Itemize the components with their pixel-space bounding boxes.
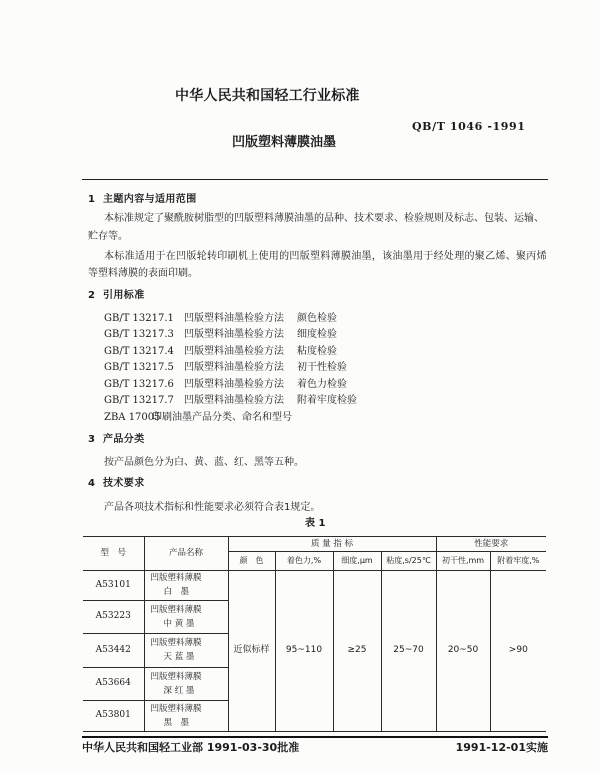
- value-adhesion: >90: [490, 571, 546, 732]
- section-1-paragraph-1-line-2: 贮存等。: [88, 231, 128, 242]
- product-name-line-1: 凹版塑料薄膜: [150, 671, 202, 682]
- section-3-number: 3: [88, 434, 95, 445]
- reference-item: 初干性检验: [297, 362, 347, 373]
- header-viscosity: 粘度,s/25℃: [381, 552, 436, 571]
- reference-method: 凹版塑料油墨检验方法: [184, 346, 284, 357]
- row-product-name: [144, 571, 228, 601]
- footer-divider: [82, 736, 548, 738]
- product-name-line-2: 深 红 墨: [163, 685, 195, 696]
- row-product-name: [144, 601, 228, 634]
- header-tinting-strength: 着色力,%: [275, 552, 333, 571]
- row-model: A53101: [83, 571, 144, 601]
- row-model: A53223: [83, 601, 144, 634]
- row-product-name: [144, 668, 228, 701]
- table-row: [83, 571, 546, 601]
- section-4-heading: 技术要求: [103, 478, 145, 489]
- section-1-number: 1: [88, 194, 95, 205]
- table-header-row: [83, 537, 546, 552]
- table-caption: 表 1: [305, 518, 326, 529]
- section-3-heading: 产品分类: [103, 434, 145, 445]
- section-3-text: 按产品颜色分为白、黄、蓝、红、黑等五种。: [104, 457, 304, 468]
- reference-code: GB/T 13217.7: [104, 395, 174, 406]
- approval-statement: 中华人民共和国轻工业部 1991-03-30批准: [82, 741, 300, 754]
- reference-method: 凹版塑料油墨检验方法: [184, 313, 284, 324]
- spec-table: [83, 536, 546, 732]
- reference-item: 粘度检验: [297, 346, 337, 357]
- value-viscosity: 25~70: [381, 571, 436, 732]
- header-product-name: 产品名称: [144, 537, 228, 571]
- reference-method: 凹版塑料油墨检验方法: [184, 395, 284, 406]
- header-color: 颜 色: [228, 552, 275, 571]
- reference-item: 颜色检验: [297, 313, 337, 324]
- row-product-name: [144, 634, 228, 668]
- product-name-line-2: 中 黄 墨: [163, 618, 195, 629]
- effective-date: 1991-12-01实施: [455, 741, 548, 754]
- product-name-line-1: 凹版塑料薄膜: [150, 604, 202, 615]
- document-title: 凹版塑料薄膜油墨: [232, 135, 337, 150]
- header-divider: [82, 179, 548, 180]
- section-1-paragraph-2-line-2: 等塑料薄膜的表面印刷。: [88, 268, 198, 279]
- product-name-line-2: 天 蓝 墨: [163, 652, 195, 662]
- reference-item: 附着牢度检验: [297, 395, 357, 406]
- row-product-name: [144, 701, 228, 732]
- reference-item: 着色力检验: [297, 379, 347, 390]
- reference-code: GB/T 13217.3: [104, 329, 174, 340]
- section-1-paragraph-1-line-1: 本标准规定了聚酰胺树脂型的凹版塑料薄膜油墨的品种、技术要求、检验规则及标志、包装、运输、: [104, 213, 544, 224]
- product-name-line-2: 黑 墨: [163, 717, 190, 728]
- product-name-line-1: 凹版塑料薄膜: [150, 638, 202, 649]
- header-quality-indicators: 质 量 指 标: [228, 537, 436, 552]
- row-model: A53801: [83, 701, 144, 732]
- reference-code: GB/T 13217.6: [104, 379, 174, 390]
- reference-code: ZBA 17005: [104, 412, 161, 423]
- value-tinting-strength: 95~110: [275, 571, 333, 732]
- header-performance: 性能要求: [436, 537, 546, 552]
- value-initial-drying: 20~50: [436, 571, 490, 732]
- product-name-line-1: 凹版塑料薄膜: [150, 573, 202, 584]
- section-2-number: 2: [88, 290, 95, 301]
- reference-description: 印刷油墨产品分类、命名和型号: [152, 412, 292, 423]
- header-model: 型 号: [83, 537, 144, 571]
- product-name-line-2: 白 墨: [163, 587, 190, 597]
- reference-code: GB/T 13217.5: [104, 362, 174, 373]
- row-model: A53664: [83, 668, 144, 701]
- reference-method: 凹版塑料油墨检验方法: [184, 329, 284, 340]
- section-4-text: 产品各项技术指标和性能要求必须符合表1规定。: [104, 502, 321, 513]
- reference-method: 凹版塑料油墨检验方法: [184, 362, 284, 373]
- reference-method: 凹版塑料油墨检验方法: [184, 379, 284, 390]
- value-color: 近似标样: [228, 571, 275, 732]
- standard-issuer-header: 中华人民共和国轻工行业标准: [175, 88, 360, 104]
- header-adhesion: 附着牢度,%: [490, 552, 546, 571]
- row-model: A53442: [83, 634, 144, 668]
- section-4-number: 4: [88, 478, 95, 489]
- section-2-heading: 引用标准: [103, 290, 145, 301]
- header-fineness: 细度,μm: [333, 552, 381, 571]
- section-1-paragraph-2-line-1: 本标准适用于在凹版轮转印刷机上使用的凹版塑料薄膜油墨，该油墨用于经处理的聚乙烯、聚丙烯: [104, 251, 547, 262]
- reference-code: GB/T 13217.1: [104, 313, 174, 324]
- header-initial-drying: 初干性,mm: [436, 552, 490, 571]
- reference-item: 细度检验: [297, 329, 337, 340]
- product-name-line-1: 凹版塑料薄膜: [150, 703, 202, 714]
- value-fineness: ≥25: [333, 571, 381, 732]
- standard-code: QB/T 1046 -1991: [412, 120, 526, 133]
- section-1-heading: 主题内容与适用范围: [103, 194, 197, 205]
- reference-code: GB/T 13217.4: [104, 346, 174, 357]
